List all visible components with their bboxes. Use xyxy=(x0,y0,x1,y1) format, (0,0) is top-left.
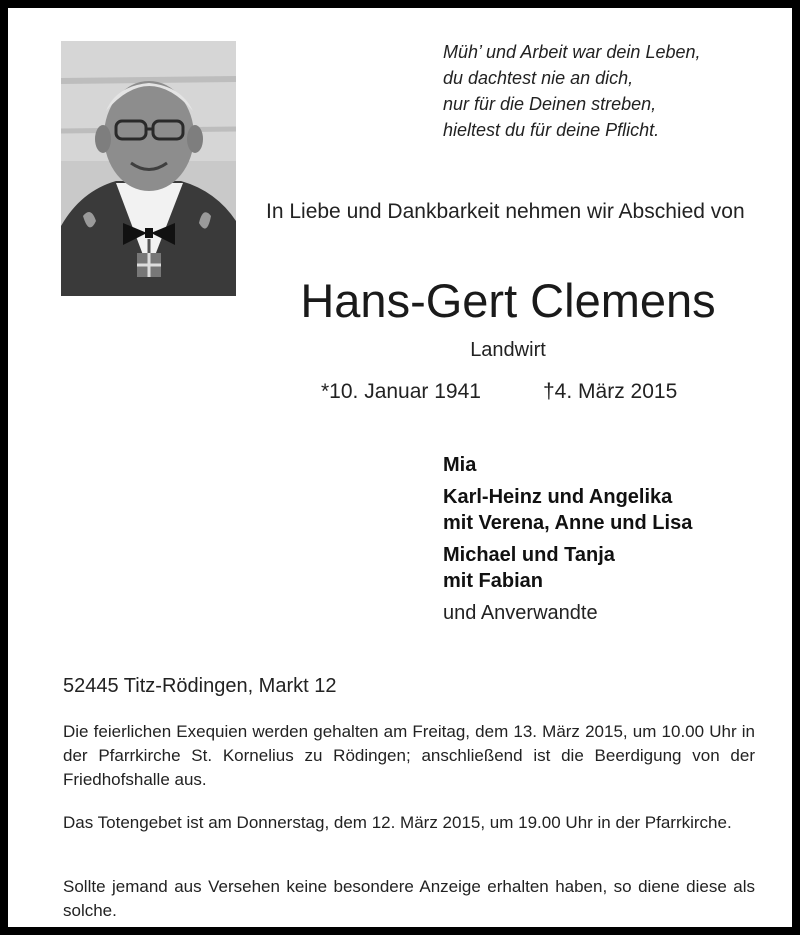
farewell-text: In Liebe und Dankbarkeit nehmen wir Abschied von xyxy=(266,200,745,223)
mourner-line: Mia xyxy=(443,454,477,476)
birth-date: *10. Januar 1941 xyxy=(321,380,481,403)
mourner-line: mit Verena, Anne und Lisa xyxy=(443,512,693,534)
mourners-list xyxy=(443,452,783,626)
mourner-line: mit Fabian xyxy=(443,570,544,592)
family-address: 52445 Titz-Rödingen, Markt 12 xyxy=(63,675,337,697)
portrait-illustration xyxy=(61,41,236,296)
relatives-line: und Anverwandte xyxy=(443,602,598,624)
mourner-line: Michael und Tanja xyxy=(443,544,615,566)
memorial-poem xyxy=(443,39,783,143)
poem-line: hieltest du für deine Pflicht. xyxy=(443,120,660,140)
deceased-name: Hans-Gert Clemens xyxy=(300,274,716,327)
poem-line: nur für die Deinen streben, xyxy=(443,94,657,114)
prayer-paragraph: Das Totengebet ist am Donnerstag, dem 12. März 2015, um 19.00 Uhr in der Pfarrkirche. xyxy=(63,813,732,832)
poem-line: du dachtest nie an dich, xyxy=(443,68,634,88)
deceased-profession: Landwirt xyxy=(470,339,546,361)
death-date: †4. März 2015 xyxy=(543,380,678,403)
notice-paragraph: Sollte jemand aus Versehen keine besondere Anzeige erhalten haben, so diene diese als solche. xyxy=(63,877,755,920)
mourner-line: Karl-Heinz und Angelika xyxy=(443,486,673,508)
portrait-photo xyxy=(61,41,236,296)
funeral-service-paragraph: Die feierlichen Exequien werden gehalten am Freitag, dem 13. März 2015, um 10.00 Uhr in der Pfarrkirche St. Kornelius zu Rödingen; anschließend ist die Beerdigung von der Friedhofshalle aus. xyxy=(63,722,755,789)
poem-line: Müh’ und Arbeit war dein Leben, xyxy=(443,42,701,62)
